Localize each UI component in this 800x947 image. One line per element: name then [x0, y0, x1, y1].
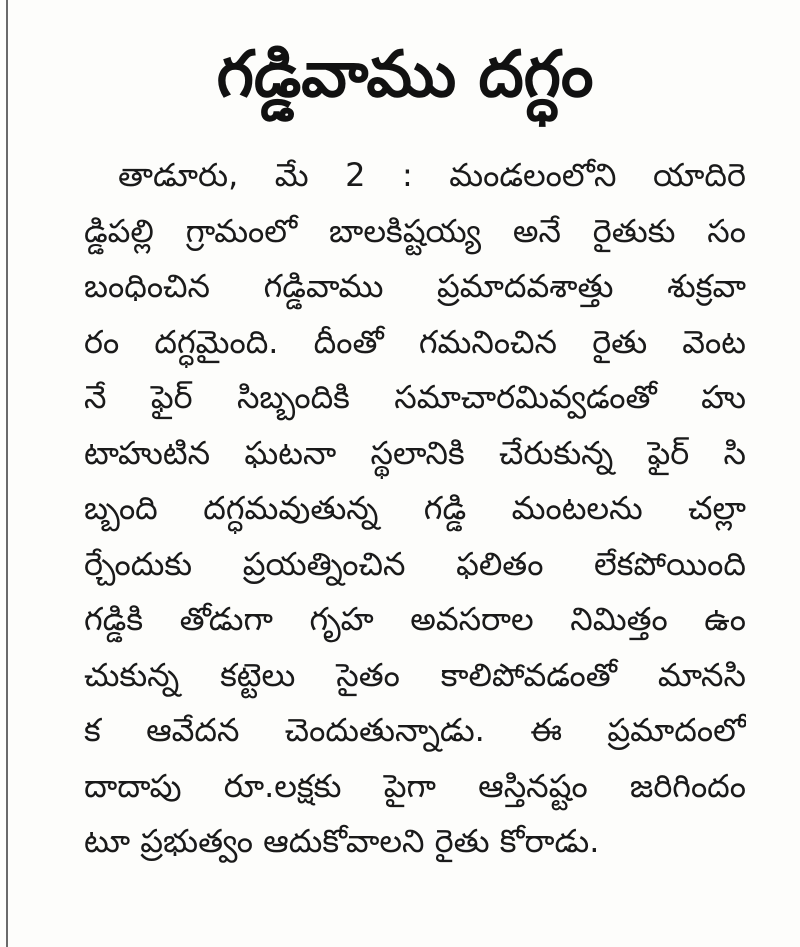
- article-line: రం దగ్ధమైంది. దీంతో గమనించిన రైతు వెంట: [84, 322, 746, 361]
- article-line: తాడూరు, మే 2 : మండలంలోని యాదిరె: [118, 156, 746, 194]
- article-line: డ్డిపల్లి గ్రామంలో బాలకిష్టయ్య అనే రైతుకు సం: [84, 211, 746, 250]
- article-line: టాహుటిన ఘటనా స్థలానికి చేరుకున్న ఫైర్ సి: [84, 433, 746, 472]
- article-line: ర్చేందుకు ప్రయత్నించిన ఫలితం లేకపోయింది: [84, 544, 746, 583]
- article-line: నే ఫైర్ సిబ్బందికి సమాచారమివ్వడంతో హు: [84, 378, 746, 416]
- article-body: [84, 148, 746, 870]
- article-line: దాదాపు రూ.లక్షకు పైగా ఆస్తినష్టం జరిగిందం: [84, 766, 746, 805]
- article-line: చుకున్న కట్టెలు సైతం కాలిపోవడంతో మానసి: [84, 655, 746, 694]
- column-rule: [6, 0, 8, 947]
- article-line: క ఆవేదన చెందుతున్నాడు. ఈ ప్రమాదంలో: [84, 711, 746, 749]
- article-headline: గడ్డివాము దగ్ధం: [216, 38, 594, 112]
- article-line: బంధించిన గడ్డివాము ప్రమాదవశాత్తు శుక్రవా: [84, 267, 746, 305]
- article-line: టూ ప్రభుత్వం ఆదుకోవాలని రైతు కోరాడు.: [84, 822, 600, 860]
- article-line: బ్బంది దగ్ధమవుతున్న గడ్డి మంటలను చల్లా: [84, 489, 746, 527]
- article-line: గడ్డికి తోడుగా గృహ అవసరాల నిమిత్తం ఉం: [84, 600, 746, 638]
